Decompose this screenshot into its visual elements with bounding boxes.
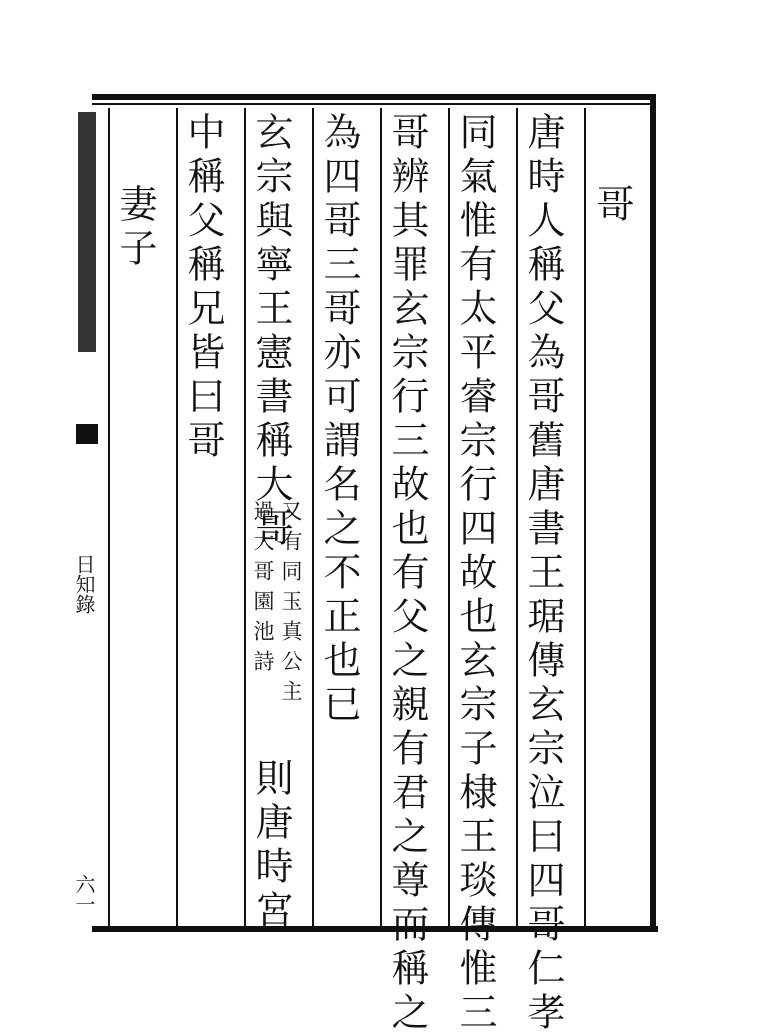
frame-right-border: [650, 94, 656, 932]
column-divider: [312, 108, 314, 926]
text-column-6: 中稱父稱兄皆曰哥: [181, 112, 225, 464]
annotation-line-2: 過大哥園池詩: [251, 500, 275, 680]
column-divider: [448, 108, 450, 926]
column-divider: [108, 108, 110, 926]
margin-strip: [72, 104, 98, 926]
column-divider: [516, 108, 518, 926]
text-column-1: 唐時人稱父為哥舊唐書王琚傳玄宗泣曰四哥仁孝: [521, 112, 565, 1036]
text-column-5: 玄宗與寧王憲書稱大哥: [249, 112, 293, 552]
frame-bottom-border: [92, 926, 658, 932]
frame-top-border: [92, 94, 655, 100]
text-column-3: 哥辨其罪玄宗行三故也有父之親有君之尊而稱之: [385, 112, 429, 1036]
text-column-5-tail: 則唐時宮: [249, 758, 293, 934]
text-column-2: 同氣惟有太平睿宗行四故也玄宗子棣王琰傳惟三: [453, 112, 497, 1036]
margin-book-title: 日知錄: [72, 554, 96, 614]
text-column-4: 為四哥三哥亦可謂名之不正也已: [317, 112, 361, 728]
section-heading: 哥: [590, 184, 634, 228]
margin-ink-block: [78, 112, 96, 352]
margin-fish-tail: [76, 424, 98, 444]
column-divider: [244, 108, 246, 926]
column-divider: [380, 108, 382, 926]
next-section-heading: 妻子: [113, 184, 157, 272]
column-divider: [584, 108, 586, 926]
margin-page-number: 六一: [72, 874, 96, 914]
annotation-line-1: 又有同玉真公主: [279, 500, 303, 710]
frame-top-inner-border: [92, 103, 655, 105]
column-divider: [176, 108, 178, 926]
